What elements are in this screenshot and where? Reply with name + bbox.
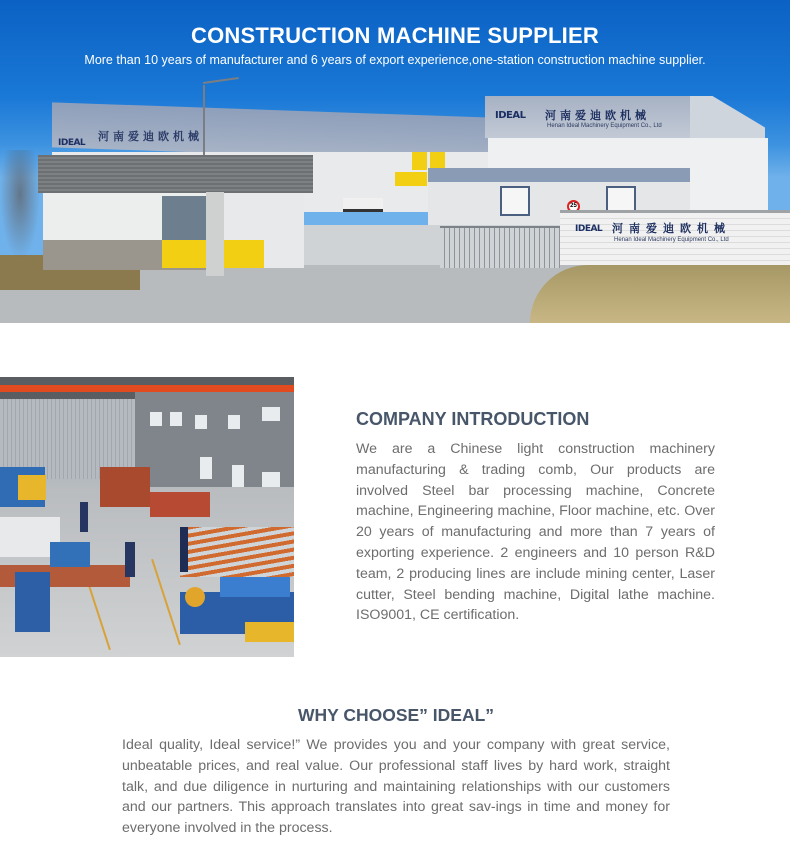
hero-title: CONSTRUCTION MACHINE SUPPLIER: [191, 23, 599, 48]
lawn-right: [530, 265, 790, 323]
machine-top: [220, 577, 290, 597]
hero-banner: [0, 0, 790, 323]
sliding-gate: [440, 226, 560, 268]
yellow-panel: [412, 152, 427, 170]
company-intro-title: COMPANY INTRODUCTION: [356, 409, 590, 429]
warehouse-left-chinese-name: 河南爱迪欧机械: [98, 130, 203, 143]
workshop-photo: [0, 377, 294, 657]
warehouse-right-chinese-name: 河南爱迪欧机械: [545, 109, 650, 122]
sign-wall-chinese-name: 河南爱迪欧机械: [612, 222, 731, 235]
hero-subtitle: More than 10 years of manufacturer and 6 years of export experience,one-station construction machine supplier.: [84, 53, 706, 67]
yellow-panel: [395, 172, 427, 186]
loading-dock-canopy: [428, 168, 690, 182]
roller-conveyor: [180, 527, 294, 577]
truck: [343, 198, 383, 212]
gatehouse-pillar: [206, 192, 224, 276]
machine: [18, 475, 46, 500]
gatehouse-roof: [38, 155, 313, 193]
speed-limit-sign: 25: [567, 200, 580, 213]
company-intro-body: We are a Chinese light construction machinery manufacturing & trading comb, Our products are involved Steel bar processing machine, Concrete machine, Engineering machine, Floor machine, etc. Over 20 years of manufacturing and more than 7 years of exporting experience. 2 engineers and 10 person R&D team, 2 producing lines are include mining center, Laser cutter, Steel bending machine, Digital lathe machine. ISO9001, CE certification.: [356, 441, 715, 624]
worker: [180, 527, 188, 572]
tree: [0, 150, 40, 260]
warehouse-left-logo: IDEAL: [58, 138, 86, 148]
sign-wall-english-name: Henan Ideal Machinery Equipment Co., Ltd: [614, 237, 729, 243]
window: [228, 415, 240, 429]
worker: [125, 542, 135, 577]
gatehouse-yellow-panel: [224, 240, 264, 268]
warehouse-right-logo: IDEAL: [495, 110, 526, 121]
window: [195, 415, 207, 429]
rack: [150, 492, 210, 517]
why-choose-title: WHY CHOOSE” IDEAL”: [297, 705, 495, 725]
machine: [50, 542, 90, 567]
chuck: [185, 587, 205, 607]
street-lamp-arm: [203, 77, 239, 84]
overhead-crane: [0, 385, 294, 392]
dock-door: [500, 186, 530, 216]
machine: [100, 467, 150, 507]
worker: [80, 502, 88, 532]
warehouse-right-english-name: Henan Ideal Machinery Equipment Co., Ltd: [547, 123, 662, 129]
sign-wall-logo: IDEAL: [575, 224, 603, 234]
machine: [15, 572, 50, 632]
window: [200, 457, 212, 479]
gatehouse-yellow-panel: [162, 240, 207, 268]
window: [150, 412, 162, 426]
window: [262, 407, 280, 421]
window: [170, 412, 182, 426]
machine: [245, 622, 294, 642]
street-lamp: [203, 85, 205, 155]
why-choose-body: Ideal quality, Ideal service!” We provides you and your company with great service, unbeatable prices, and real value. Our professional staff lives by hard work, straight talk, and due diligence in nurturing and maintaining relationships with our customers and our partners. This approach translates into great sav-ings in time and money for everyone involved in the process.: [122, 737, 670, 837]
gatehouse-window: [162, 196, 207, 240]
